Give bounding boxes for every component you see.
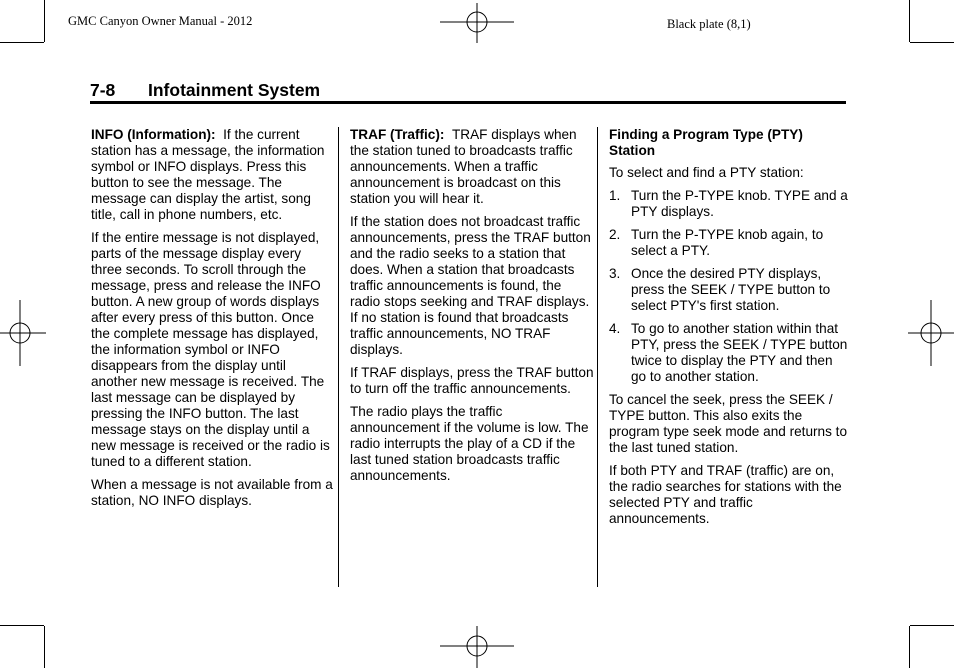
registration-mark-top [440,3,514,43]
page-title [90,80,846,102]
page-number: 7-8 [90,80,116,100]
step-text: Turn the P-TYPE knob again, to select a PTY. [631,227,824,258]
title-rule [90,101,846,104]
paragraph: If the entire message is not displayed, parts of the message display every three seconds. To scroll through the message, press and release the INFO button. A new group of words displays after every press of this button. Once the complete message has displayed, the information symbol or INFO disappears from the display until another new message is received. The last message can be displayed by pressing the INFO button. The last message stays on the display until a new message is received or the radio is tuned to a different station. [91,230,330,469]
steps-list [609,188,849,385]
column-1 [91,127,333,516]
crop-mark [0,625,44,626]
paragraph-traf [350,127,594,207]
paragraph: The radio plays the traffic announcement if the volume is low. The radio interrupts the play of a CD if the last tuned station broadcasts traffic announcements. [350,404,589,483]
paragraph: If both PTY and TRAF (traffic) are on, the radio searches for stations with the selected PTY and traffic announcements. [609,463,842,526]
info-description: If the current station has a message, the information symbol or INFO displays. Press this button to see the message. The message can display the artist, song title, call in phone numbers, etc. [91,127,325,222]
section-title: Infotainment System [148,80,321,100]
list-item [609,188,849,220]
registration-mark-left [0,300,46,366]
column-divider [597,127,598,587]
crop-mark [909,626,910,668]
crop-mark [910,625,954,626]
term-info: INFO (Information): [91,127,216,142]
paragraph-info [91,127,333,223]
paragraph: To select and find a PTY station: [609,165,804,180]
list-item [609,321,849,385]
crop-mark [909,0,910,42]
list-item [609,227,849,259]
step-number: 3. [609,266,621,281]
traf-description: TRAF displays when the station tuned to broadcasts traffic announcements. When a traffic announcement is broadcast on this station you will hear it. [350,127,577,206]
paragraph: If TRAF displays, press the TRAF button to turn off the traffic announcements. [350,365,594,396]
crop-mark [910,42,954,43]
column-3 [609,127,849,534]
crop-mark [44,626,45,668]
crop-mark [44,0,45,42]
step-number: 2. [609,227,621,242]
paragraph: To cancel the seek, press the SEEK / TYPE button. This also exits the program type seek mode and returns to the last tuned station. [609,392,848,455]
subheading: Finding a Program Type (PTY) Station [609,127,803,158]
step-text: Once the desired PTY displays, press the SEEK / TYPE button to select PTY's first station. [631,266,831,313]
term-traf: TRAF (Traffic): [350,127,445,142]
column-2 [350,127,594,491]
step-number: 4. [609,321,621,336]
list-item [609,266,849,314]
registration-mark-bottom [440,626,514,668]
column-divider [338,127,339,587]
crop-mark [0,42,44,43]
paragraph: When a message is not available from a station, NO INFO displays. [91,477,333,508]
running-header-title: GMC Canyon Owner Manual - 2012 [68,14,253,28]
plate-label: Black plate (8,1) [667,17,751,31]
registration-mark-right [908,300,954,366]
step-number: 1. [609,188,621,203]
step-text: To go to another station within that PTY, press the SEEK / TYPE button twice to display the PTY and then go to another station. [631,321,848,384]
paragraph: If the station does not broadcast traffic announcements, press the TRAF button and the radio seeks to a station that does. When a station that broadcasts traffic announcements is found, the radio stops seeking and TRAF displays. If no station is found that broadcasts traffic announcements, NO TRAF displays. [350,214,591,357]
step-text: Turn the P-TYPE knob. TYPE and a PTY displays. [631,188,848,219]
